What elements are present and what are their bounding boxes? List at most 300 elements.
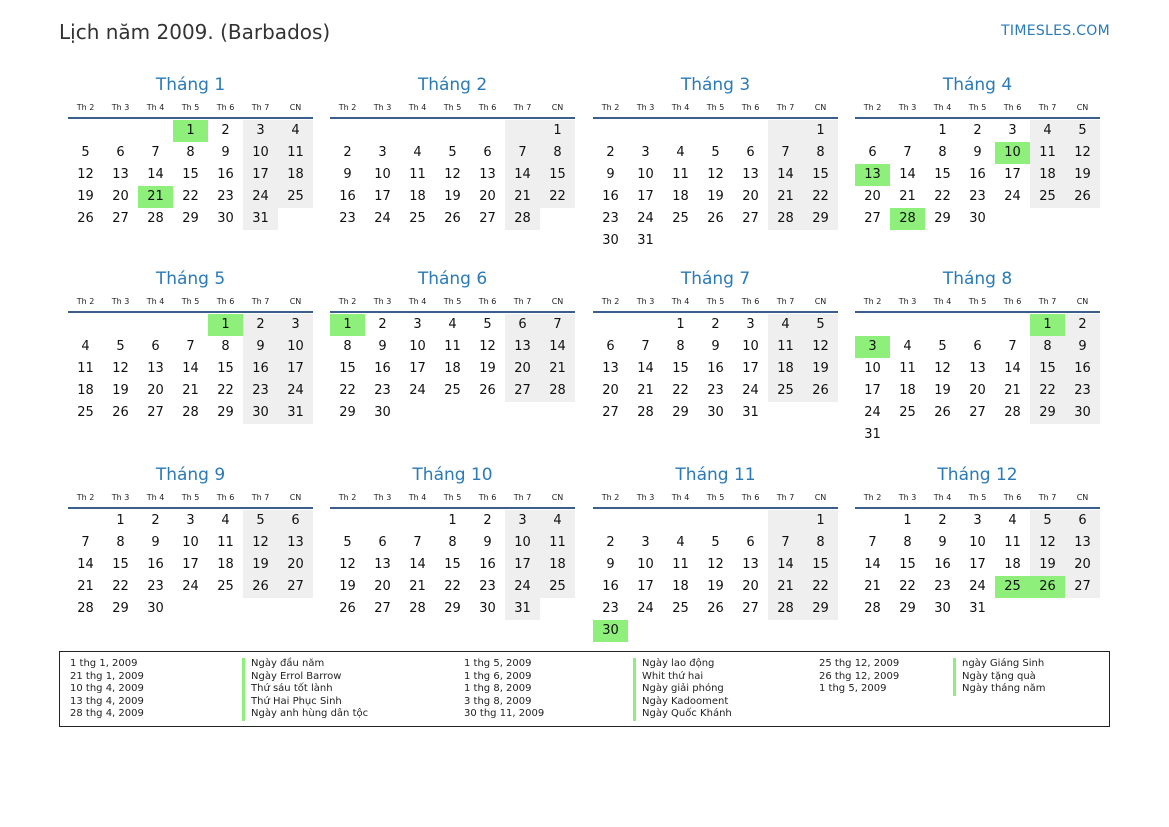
holiday-day-cell[interactable]: 26 — [1030, 576, 1065, 598]
day-cell[interactable]: 1 — [676, 317, 685, 332]
day-cell[interactable]: 31 — [969, 601, 986, 616]
day-cell[interactable]: 13 — [278, 532, 313, 554]
day-cell[interactable]: 18 — [217, 557, 234, 572]
day-cell[interactable]: 2 — [606, 145, 615, 160]
day-cell[interactable]: 2 — [483, 513, 492, 528]
day-cell[interactable]: 5 — [116, 339, 125, 354]
day-cell[interactable]: 28 — [768, 208, 803, 230]
day-cell[interactable]: 25 — [899, 405, 916, 420]
day-cell[interactable]: 8 — [116, 535, 125, 550]
day-cell[interactable]: 15 — [217, 361, 234, 376]
day-cell[interactable]: 22 — [112, 579, 129, 594]
day-cell[interactable]: 8 — [540, 142, 575, 164]
site-link[interactable]: TIMESLES.COM — [1001, 23, 1110, 39]
day-cell[interactable]: 4 — [81, 339, 90, 354]
day-cell[interactable]: 9 — [606, 557, 615, 572]
day-cell[interactable]: 23 — [602, 601, 619, 616]
day-cell[interactable]: 12 — [1065, 142, 1100, 164]
day-cell[interactable]: 12 — [934, 361, 951, 376]
day-cell[interactable]: 7 — [768, 532, 803, 554]
day-cell[interactable]: 18 — [1004, 557, 1021, 572]
day-cell[interactable]: 10 — [243, 142, 278, 164]
day-cell[interactable]: 14 — [899, 167, 916, 182]
day-cell[interactable]: 5 — [803, 314, 838, 336]
day-cell[interactable]: 27 — [278, 576, 313, 598]
day-cell[interactable]: 21 — [768, 186, 803, 208]
day-cell[interactable]: 21 — [864, 579, 881, 594]
day-cell[interactable]: 28 — [540, 380, 575, 402]
day-cell[interactable]: 19 — [707, 579, 724, 594]
day-cell[interactable]: 5 — [938, 339, 947, 354]
day-cell[interactable]: 31 — [278, 402, 313, 424]
day-cell[interactable]: 27 — [505, 380, 540, 402]
day-cell[interactable]: 25 — [1030, 186, 1065, 208]
day-cell[interactable]: 1 — [803, 120, 838, 142]
day-cell[interactable]: 8 — [186, 145, 195, 160]
day-cell[interactable]: 13 — [479, 167, 496, 182]
day-cell[interactable]: 19 — [1030, 554, 1065, 576]
day-cell[interactable]: 6 — [483, 145, 492, 160]
day-cell[interactable]: 26 — [243, 576, 278, 598]
day-cell[interactable]: 2 — [938, 513, 947, 528]
day-cell[interactable]: 6 — [606, 339, 615, 354]
day-cell[interactable]: 11 — [768, 336, 803, 358]
day-cell[interactable]: 9 — [938, 535, 947, 550]
day-cell[interactable]: 30 — [243, 402, 278, 424]
day-cell[interactable]: 15 — [444, 557, 461, 572]
day-cell[interactable]: 11 — [1030, 142, 1065, 164]
day-cell[interactable]: 20 — [1065, 554, 1100, 576]
day-cell[interactable]: 24 — [409, 383, 426, 398]
day-cell[interactable]: 21 — [768, 576, 803, 598]
day-cell[interactable]: 23 — [479, 579, 496, 594]
day-cell[interactable]: 15 — [1030, 358, 1065, 380]
day-cell[interactable]: 20 — [505, 358, 540, 380]
day-cell[interactable]: 8 — [903, 535, 912, 550]
day-cell[interactable]: 28 — [505, 208, 540, 230]
day-cell[interactable]: 30 — [707, 405, 724, 420]
day-cell[interactable]: 20 — [374, 579, 391, 594]
day-cell[interactable]: 4 — [1008, 513, 1017, 528]
day-cell[interactable]: 2 — [711, 317, 720, 332]
day-cell[interactable]: 5 — [343, 535, 352, 550]
day-cell[interactable]: 31 — [505, 598, 540, 620]
day-cell[interactable]: 5 — [81, 145, 90, 160]
day-cell[interactable]: 22 — [217, 383, 234, 398]
day-cell[interactable]: 14 — [540, 336, 575, 358]
day-cell[interactable]: 22 — [1030, 380, 1065, 402]
day-cell[interactable]: 27 — [112, 211, 129, 226]
day-cell[interactable]: 5 — [711, 535, 720, 550]
day-cell[interactable]: 26 — [112, 405, 129, 420]
day-cell[interactable]: 17 — [409, 361, 426, 376]
day-cell[interactable]: 4 — [221, 513, 230, 528]
day-cell[interactable]: 11 — [77, 361, 94, 376]
day-cell[interactable]: 9 — [243, 336, 278, 358]
day-cell[interactable]: 24 — [243, 186, 278, 208]
day-cell[interactable]: 6 — [116, 145, 125, 160]
day-cell[interactable]: 5 — [243, 510, 278, 532]
day-cell[interactable]: 7 — [413, 535, 422, 550]
day-cell[interactable]: 4 — [540, 510, 575, 532]
day-cell[interactable]: 14 — [77, 557, 94, 572]
day-cell[interactable]: 30 — [602, 233, 619, 248]
day-cell[interactable]: 20 — [479, 189, 496, 204]
day-cell[interactable]: 11 — [409, 167, 426, 182]
day-cell[interactable]: 10 — [182, 535, 199, 550]
day-cell[interactable]: 25 — [672, 211, 689, 226]
day-cell[interactable]: 24 — [1004, 189, 1021, 204]
day-cell[interactable]: 31 — [864, 427, 881, 442]
day-cell[interactable]: 10 — [278, 336, 313, 358]
holiday-day-cell[interactable]: 25 — [995, 576, 1030, 598]
day-cell[interactable]: 23 — [374, 383, 391, 398]
day-cell[interactable]: 18 — [409, 189, 426, 204]
day-cell[interactable]: 2 — [151, 513, 160, 528]
day-cell[interactable]: 7 — [1008, 339, 1017, 354]
day-cell[interactable]: 11 — [672, 557, 689, 572]
day-cell[interactable]: 27 — [864, 211, 881, 226]
day-cell[interactable]: 1 — [116, 513, 125, 528]
day-cell[interactable]: 7 — [81, 535, 90, 550]
day-cell[interactable]: 31 — [243, 208, 278, 230]
day-cell[interactable]: 29 — [934, 211, 951, 226]
day-cell[interactable]: 4 — [413, 145, 422, 160]
day-cell[interactable]: 17 — [637, 189, 654, 204]
day-cell[interactable]: 20 — [147, 383, 164, 398]
day-cell[interactable]: 2 — [606, 535, 615, 550]
day-cell[interactable]: 14 — [768, 554, 803, 576]
day-cell[interactable]: 12 — [707, 557, 724, 572]
day-cell[interactable]: 24 — [278, 380, 313, 402]
holiday-day-cell[interactable]: 1 — [208, 314, 243, 336]
day-cell[interactable]: 23 — [339, 211, 356, 226]
day-cell[interactable]: 7 — [540, 314, 575, 336]
day-cell[interactable]: 21 — [1004, 383, 1021, 398]
day-cell[interactable]: 22 — [803, 576, 838, 598]
day-cell[interactable]: 8 — [938, 145, 947, 160]
day-cell[interactable]: 18 — [899, 383, 916, 398]
day-cell[interactable]: 20 — [112, 189, 129, 204]
day-cell[interactable]: 25 — [409, 211, 426, 226]
day-cell[interactable]: 26 — [77, 211, 94, 226]
day-cell[interactable]: 3 — [505, 510, 540, 532]
day-cell[interactable]: 25 — [444, 383, 461, 398]
day-cell[interactable]: 16 — [934, 557, 951, 572]
day-cell[interactable]: 12 — [707, 167, 724, 182]
day-cell[interactable]: 17 — [374, 189, 391, 204]
day-cell[interactable]: 1 — [938, 123, 947, 138]
holiday-day-cell[interactable]: 1 — [1030, 314, 1065, 336]
day-cell[interactable]: 19 — [479, 361, 496, 376]
day-cell[interactable]: 28 — [864, 601, 881, 616]
day-cell[interactable]: 21 — [505, 186, 540, 208]
day-cell[interactable]: 19 — [112, 383, 129, 398]
day-cell[interactable]: 7 — [768, 142, 803, 164]
day-cell[interactable]: 26 — [479, 383, 496, 398]
day-cell[interactable]: 13 — [742, 557, 759, 572]
day-cell[interactable]: 19 — [803, 358, 838, 380]
day-cell[interactable]: 29 — [1030, 402, 1065, 424]
day-cell[interactable]: 23 — [969, 189, 986, 204]
day-cell[interactable]: 28 — [182, 405, 199, 420]
day-cell[interactable]: 25 — [540, 576, 575, 598]
day-cell[interactable]: 18 — [672, 579, 689, 594]
day-cell[interactable]: 29 — [182, 211, 199, 226]
day-cell[interactable]: 1 — [803, 510, 838, 532]
day-cell[interactable]: 31 — [742, 405, 759, 420]
day-cell[interactable]: 28 — [637, 405, 654, 420]
day-cell[interactable]: 25 — [768, 380, 803, 402]
day-cell[interactable]: 30 — [1065, 402, 1100, 424]
day-cell[interactable]: 6 — [1065, 510, 1100, 532]
day-cell[interactable]: 3 — [243, 120, 278, 142]
day-cell[interactable]: 9 — [1065, 336, 1100, 358]
day-cell[interactable]: 23 — [934, 579, 951, 594]
day-cell[interactable]: 29 — [899, 601, 916, 616]
day-cell[interactable]: 5 — [483, 317, 492, 332]
day-cell[interactable]: 27 — [742, 211, 759, 226]
day-cell[interactable]: 9 — [483, 535, 492, 550]
day-cell[interactable]: 2 — [378, 317, 387, 332]
holiday-day-cell[interactable]: 10 — [995, 142, 1030, 164]
day-cell[interactable]: 27 — [147, 405, 164, 420]
day-cell[interactable]: 18 — [278, 164, 313, 186]
day-cell[interactable]: 8 — [676, 339, 685, 354]
day-cell[interactable]: 10 — [374, 167, 391, 182]
day-cell[interactable]: 17 — [969, 557, 986, 572]
day-cell[interactable]: 22 — [540, 186, 575, 208]
day-cell[interactable]: 25 — [672, 601, 689, 616]
day-cell[interactable]: 5 — [711, 145, 720, 160]
day-cell[interactable]: 7 — [186, 339, 195, 354]
day-cell[interactable]: 4 — [768, 314, 803, 336]
day-cell[interactable]: 22 — [934, 189, 951, 204]
day-cell[interactable]: 3 — [1008, 123, 1017, 138]
day-cell[interactable]: 11 — [540, 532, 575, 554]
day-cell[interactable]: 16 — [374, 361, 391, 376]
day-cell[interactable]: 2 — [221, 123, 230, 138]
day-cell[interactable]: 16 — [1065, 358, 1100, 380]
day-cell[interactable]: 3 — [746, 317, 755, 332]
holiday-day-cell[interactable]: 28 — [890, 208, 925, 230]
day-cell[interactable]: 16 — [217, 167, 234, 182]
day-cell[interactable]: 3 — [378, 145, 387, 160]
day-cell[interactable]: 10 — [864, 361, 881, 376]
day-cell[interactable]: 29 — [803, 598, 838, 620]
day-cell[interactable]: 24 — [637, 601, 654, 616]
day-cell[interactable]: 9 — [711, 339, 720, 354]
day-cell[interactable]: 14 — [637, 361, 654, 376]
day-cell[interactable]: 24 — [637, 211, 654, 226]
day-cell[interactable]: 13 — [112, 167, 129, 182]
day-cell[interactable]: 14 — [147, 167, 164, 182]
day-cell[interactable]: 6 — [973, 339, 982, 354]
day-cell[interactable]: 9 — [343, 167, 352, 182]
day-cell[interactable]: 18 — [540, 554, 575, 576]
holiday-day-cell[interactable]: 3 — [855, 336, 890, 358]
day-cell[interactable]: 19 — [339, 579, 356, 594]
day-cell[interactable]: 19 — [243, 554, 278, 576]
day-cell[interactable]: 23 — [147, 579, 164, 594]
day-cell[interactable]: 7 — [868, 535, 877, 550]
day-cell[interactable]: 15 — [339, 361, 356, 376]
day-cell[interactable]: 12 — [243, 532, 278, 554]
day-cell[interactable]: 13 — [602, 361, 619, 376]
day-cell[interactable]: 27 — [602, 405, 619, 420]
day-cell[interactable]: 27 — [479, 211, 496, 226]
day-cell[interactable]: 13 — [147, 361, 164, 376]
day-cell[interactable]: 15 — [803, 554, 838, 576]
day-cell[interactable]: 30 — [147, 601, 164, 616]
day-cell[interactable]: 17 — [637, 579, 654, 594]
day-cell[interactable]: 28 — [77, 601, 94, 616]
day-cell[interactable]: 1 — [540, 120, 575, 142]
day-cell[interactable]: 30 — [479, 601, 496, 616]
day-cell[interactable]: 3 — [973, 513, 982, 528]
day-cell[interactable]: 25 — [278, 186, 313, 208]
day-cell[interactable]: 15 — [540, 164, 575, 186]
day-cell[interactable]: 17 — [243, 164, 278, 186]
day-cell[interactable]: 25 — [77, 405, 94, 420]
day-cell[interactable]: 3 — [186, 513, 195, 528]
day-cell[interactable]: 20 — [602, 383, 619, 398]
holiday-day-cell[interactable]: 13 — [855, 164, 890, 186]
day-cell[interactable]: 24 — [864, 405, 881, 420]
holiday-day-cell[interactable]: 1 — [330, 314, 365, 336]
day-cell[interactable]: 19 — [934, 383, 951, 398]
day-cell[interactable]: 11 — [672, 167, 689, 182]
day-cell[interactable]: 12 — [444, 167, 461, 182]
day-cell[interactable]: 2 — [343, 145, 352, 160]
day-cell[interactable]: 22 — [182, 189, 199, 204]
day-cell[interactable]: 24 — [742, 383, 759, 398]
day-cell[interactable]: 26 — [444, 211, 461, 226]
day-cell[interactable]: 16 — [602, 189, 619, 204]
day-cell[interactable]: 24 — [182, 579, 199, 594]
day-cell[interactable]: 5 — [448, 145, 457, 160]
day-cell[interactable]: 18 — [444, 361, 461, 376]
day-cell[interactable]: 1 — [448, 513, 457, 528]
day-cell[interactable]: 17 — [182, 557, 199, 572]
day-cell[interactable]: 11 — [899, 361, 916, 376]
day-cell[interactable]: 28 — [768, 598, 803, 620]
day-cell[interactable]: 12 — [1030, 532, 1065, 554]
day-cell[interactable]: 19 — [1065, 164, 1100, 186]
day-cell[interactable]: 11 — [278, 142, 313, 164]
day-cell[interactable]: 2 — [243, 314, 278, 336]
day-cell[interactable]: 13 — [742, 167, 759, 182]
day-cell[interactable]: 19 — [77, 189, 94, 204]
day-cell[interactable]: 17 — [278, 358, 313, 380]
day-cell[interactable]: 21 — [540, 358, 575, 380]
day-cell[interactable]: 12 — [112, 361, 129, 376]
day-cell[interactable]: 8 — [1030, 336, 1065, 358]
day-cell[interactable]: 14 — [864, 557, 881, 572]
day-cell[interactable]: 1 — [903, 513, 912, 528]
day-cell[interactable]: 16 — [707, 361, 724, 376]
day-cell[interactable]: 30 — [374, 405, 391, 420]
day-cell[interactable]: 14 — [409, 557, 426, 572]
day-cell[interactable]: 16 — [243, 358, 278, 380]
day-cell[interactable]: 9 — [606, 167, 615, 182]
day-cell[interactable]: 27 — [969, 405, 986, 420]
day-cell[interactable]: 5 — [1030, 510, 1065, 532]
day-cell[interactable]: 26 — [707, 601, 724, 616]
day-cell[interactable]: 4 — [676, 145, 685, 160]
day-cell[interactable]: 28 — [1004, 405, 1021, 420]
day-cell[interactable]: 10 — [969, 535, 986, 550]
day-cell[interactable]: 16 — [339, 189, 356, 204]
day-cell[interactable]: 7 — [151, 145, 160, 160]
day-cell[interactable]: 11 — [1004, 535, 1021, 550]
day-cell[interactable]: 9 — [221, 145, 230, 160]
day-cell[interactable]: 10 — [637, 557, 654, 572]
day-cell[interactable]: 4 — [1030, 120, 1065, 142]
day-cell[interactable]: 15 — [182, 167, 199, 182]
day-cell[interactable]: 16 — [479, 557, 496, 572]
day-cell[interactable]: 6 — [505, 314, 540, 336]
day-cell[interactable]: 20 — [969, 383, 986, 398]
day-cell[interactable]: 23 — [707, 383, 724, 398]
day-cell[interactable]: 19 — [444, 189, 461, 204]
day-cell[interactable]: 13 — [1065, 532, 1100, 554]
day-cell[interactable]: 18 — [672, 189, 689, 204]
day-cell[interactable]: 8 — [343, 339, 352, 354]
day-cell[interactable]: 7 — [505, 142, 540, 164]
day-cell[interactable]: 9 — [973, 145, 982, 160]
day-cell[interactable]: 6 — [151, 339, 160, 354]
day-cell[interactable]: 6 — [746, 535, 755, 550]
day-cell[interactable]: 27 — [374, 601, 391, 616]
day-cell[interactable]: 15 — [803, 164, 838, 186]
day-cell[interactable]: 17 — [864, 383, 881, 398]
day-cell[interactable]: 19 — [707, 189, 724, 204]
day-cell[interactable]: 4 — [903, 339, 912, 354]
day-cell[interactable]: 12 — [803, 336, 838, 358]
day-cell[interactable]: 11 — [444, 339, 461, 354]
day-cell[interactable]: 8 — [448, 535, 457, 550]
day-cell[interactable]: 23 — [602, 211, 619, 226]
day-cell[interactable]: 29 — [672, 405, 689, 420]
day-cell[interactable]: 29 — [112, 601, 129, 616]
day-cell[interactable]: 18 — [768, 358, 803, 380]
holiday-day-cell[interactable]: 21 — [138, 186, 173, 208]
day-cell[interactable]: 12 — [339, 557, 356, 572]
day-cell[interactable]: 4 — [676, 535, 685, 550]
day-cell[interactable]: 17 — [505, 554, 540, 576]
day-cell[interactable]: 15 — [899, 557, 916, 572]
day-cell[interactable]: 8 — [803, 532, 838, 554]
day-cell[interactable]: 10 — [637, 167, 654, 182]
day-cell[interactable]: 17 — [742, 361, 759, 376]
day-cell[interactable]: 10 — [742, 339, 759, 354]
day-cell[interactable]: 17 — [1004, 167, 1021, 182]
day-cell[interactable]: 10 — [505, 532, 540, 554]
day-cell[interactable]: 20 — [742, 579, 759, 594]
day-cell[interactable]: 26 — [934, 405, 951, 420]
day-cell[interactable]: 30 — [217, 211, 234, 226]
day-cell[interactable]: 15 — [934, 167, 951, 182]
day-cell[interactable]: 28 — [409, 601, 426, 616]
day-cell[interactable]: 22 — [899, 579, 916, 594]
day-cell[interactable]: 31 — [637, 233, 654, 248]
day-cell[interactable]: 24 — [969, 579, 986, 594]
day-cell[interactable]: 11 — [217, 535, 234, 550]
day-cell[interactable]: 21 — [637, 383, 654, 398]
day-cell[interactable]: 9 — [378, 339, 387, 354]
day-cell[interactable]: 2 — [1065, 314, 1100, 336]
